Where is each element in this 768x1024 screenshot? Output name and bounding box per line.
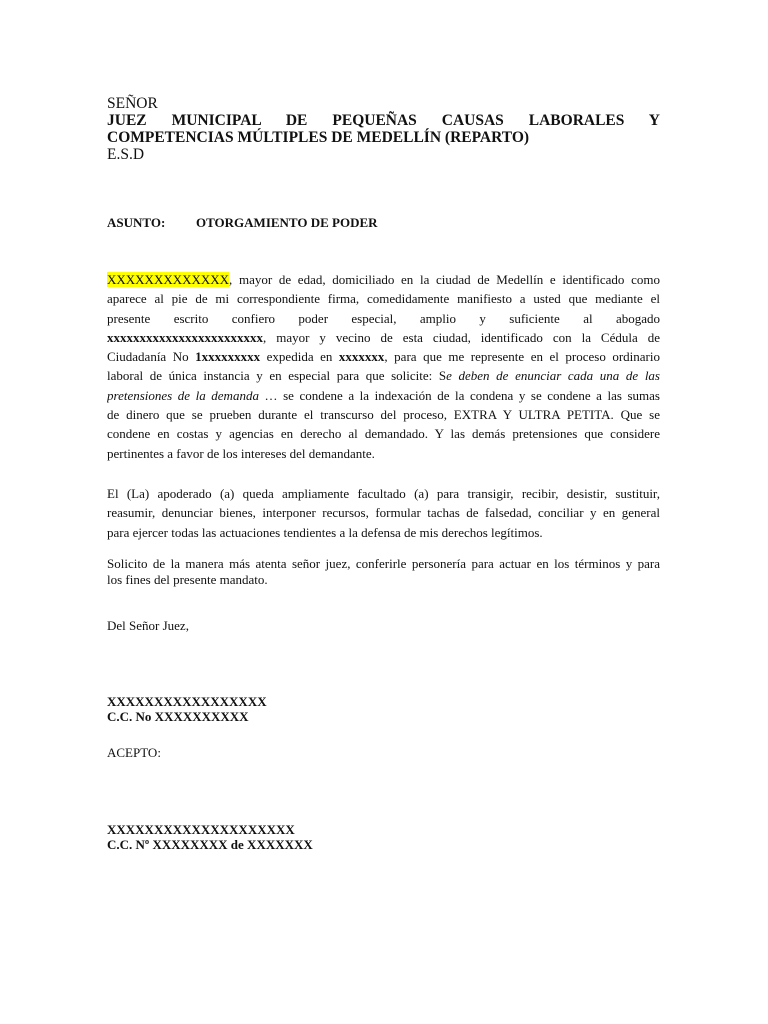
paragraph-line: laboral de única instancia y en especial para que solicite: Se deben de enunciar cada una de las bbox=[107, 368, 660, 384]
paragraph-line: xxxxxxxxxxxxxxxxxxxxxxxx, mayor y vecino de esta ciudad, identificado con la Cédula de bbox=[107, 329, 660, 345]
paragraph-request bbox=[107, 556, 660, 588]
judge-line-1: JUEZ MUNICIPAL DE PEQUEÑAS CAUSAS LABORALES Y bbox=[107, 112, 660, 129]
paragraph-line: XXXXXXXXXXXXX, mayor de edad, domiciliado en la ciudad de Medellín e identificado como bbox=[107, 272, 660, 287]
grantor-name-highlight: XXXXXXXXXXXXX bbox=[107, 272, 230, 287]
paragraph-line: pretensiones de la demanda … se condene a la indexación de la condena y se condene a las sumas bbox=[107, 387, 660, 403]
addressee-title: SEÑOR bbox=[107, 95, 158, 112]
paragraph-line: los fines del presente mandato. bbox=[107, 572, 268, 587]
paragraph-faculties bbox=[107, 484, 660, 542]
paragraph-line: pertinentes a favor de los intereses del demandante. bbox=[107, 445, 375, 461]
attorney-id-number: 1xxxxxxxxx bbox=[195, 349, 261, 365]
subject-value: OTORGAMIENTO DE PODER bbox=[196, 215, 378, 230]
grantor-signature-id: C.C. No XXXXXXXXXX bbox=[107, 709, 249, 724]
grantor-signature-name: XXXXXXXXXXXXXXXXX bbox=[107, 694, 267, 709]
subject-line bbox=[107, 215, 660, 231]
paragraph-line: Ciudadanía No 1xxxxxxxxx expedida en xxxxxxx, para que me represente en el proceso ordinario bbox=[107, 349, 660, 365]
attorney-signature-name: XXXXXXXXXXXXXXXXXXXX bbox=[107, 822, 295, 837]
acceptance-label: ACEPTO: bbox=[107, 745, 161, 760]
judge-line-2: COMPETENCIAS MÚLTIPLES DE MEDELLÍN (REPARTO) bbox=[107, 129, 530, 146]
grantor-signature-block bbox=[107, 694, 660, 724]
paragraph-line: de dinero que se prueben durante el transcurso del proceso, EXTRA Y ULTRA PETITA. Que se bbox=[107, 407, 660, 423]
attorney-signature-id: C.C. Nº XXXXXXXX de XXXXXXX bbox=[107, 837, 313, 852]
attorney-name: xxxxxxxxxxxxxxxxxxxxxxxx bbox=[107, 329, 263, 345]
paragraph-line: para ejercer todas las actuaciones tendientes a la defensa de mis derechos legítimos. bbox=[107, 524, 543, 540]
id-issue-place: xxxxxxx bbox=[338, 349, 385, 365]
paragraph-power-grant bbox=[107, 270, 660, 463]
paragraph-line: Solicito de la manera más atenta señor juez, conferirle personería para actuar en los términos y para bbox=[107, 556, 660, 571]
closing-salutation: Del Señor Juez, bbox=[107, 618, 189, 633]
paragraph-line: aparece al pie de mi correspondiente firma, comedidamente manifiesto a usted que mediante el bbox=[107, 291, 660, 307]
paragraph-line: condene en costas y agencias en derecho al demandado. Y las demás pretensiones que considere bbox=[107, 426, 660, 442]
paragraph-line: reasumir, denunciar bienes, interponer recursos, formular tachas de falsedad, conciliar y en general bbox=[107, 505, 660, 521]
paragraph-line: El (La) apoderado (a) queda ampliamente facultado (a) para transigir, recibir, desistir, sustituir, bbox=[107, 486, 660, 501]
addressee-block bbox=[107, 95, 660, 163]
subject-label: ASUNTO: bbox=[107, 215, 166, 230]
esd-line: E.S.D bbox=[107, 146, 145, 163]
paragraph-line: presente escrito confiero poder especial, amplio y suficiente al abogado bbox=[107, 310, 660, 326]
attorney-signature-block bbox=[107, 822, 660, 852]
